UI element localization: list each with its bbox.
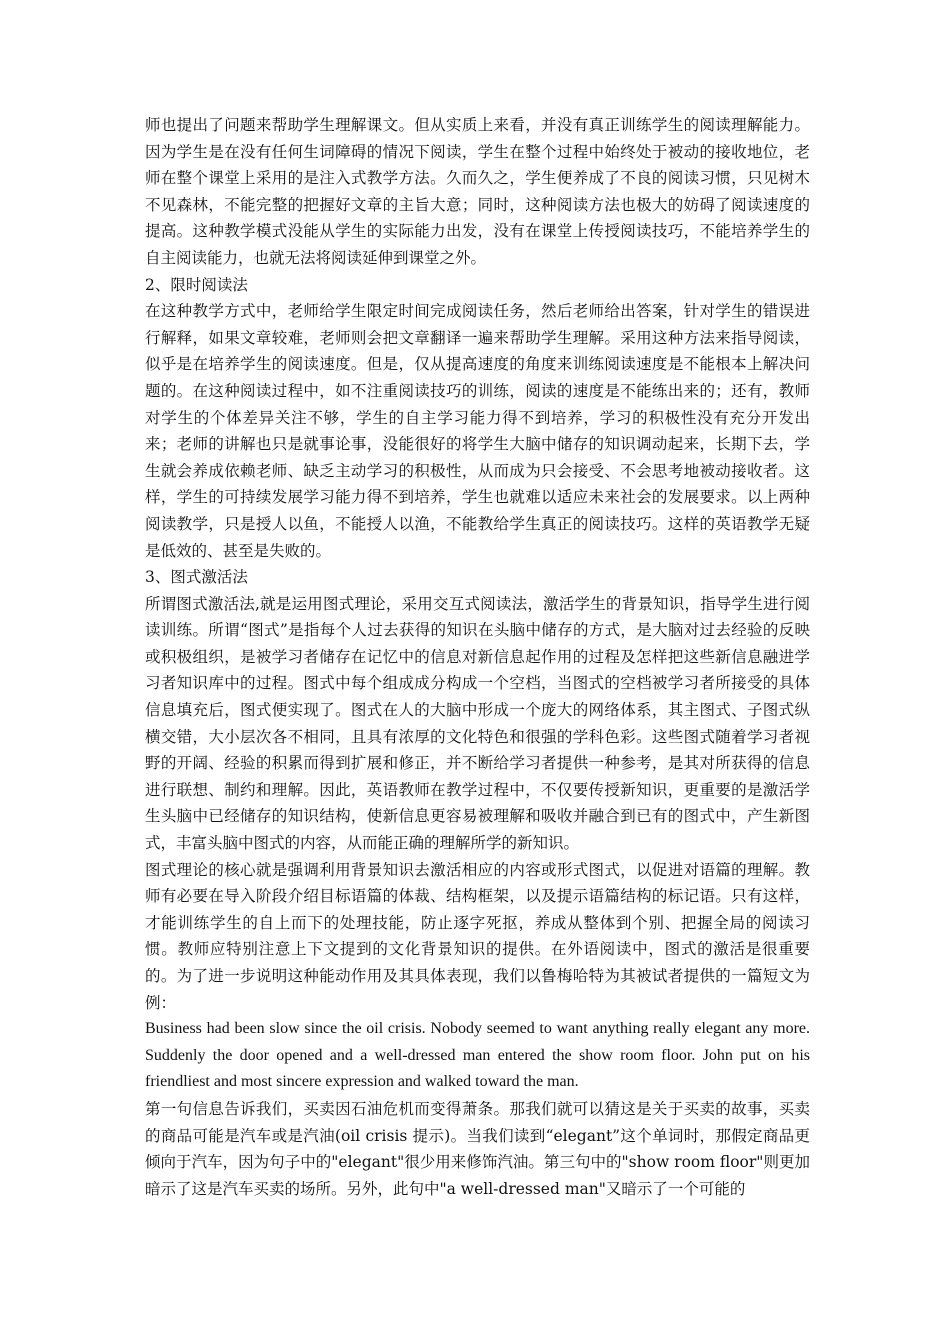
paragraph-intro-continued: 师也提出了问题来帮助学生理解课文。但从实质上来看，并没有真正训练学生的阅读理解能力。因为学生是在没有任何生词障碍的情况下阅读，学生在整个过程中始终处于被动的接收地位，老师在整个课堂上采用的是注入式教学方法。久而久之，学生便养成了不良的阅读习惯，只见树木不见森林，不能完整的把握好文章的主旨大意；同时，这种阅读方法也极大的妨碍了阅读速度的提高。这种教学模式没能从学生的实际能力出发，没有在课堂上传授阅读技巧，不能培养学生的自主阅读能力，也就无法将阅读延伸到课堂之外。	[145, 116, 810, 267]
section-heading-schema-activation: 3、图式激活法	[145, 568, 248, 587]
paragraph-example-analysis: 第一句信息告诉我们，买卖因石油危机而变得萧条。那我们就可以猜这是关于买卖的故事，买卖的商品可能是汽车或是汽油(oil crisis 提示)。当我们读到“elegant”这个单词时，那假定商品更倾向于汽车，因为句子中的"elegant"很少用来修饰汽油。第三句中的"show room floor"则更加暗示了这是汽车买卖的场所。另外，此句中"a well-dressed man"又暗示了一个可能的	[145, 1099, 810, 1198]
paragraph-schema-core: 图式理论的核心就是强调利用背景知识去激活相应的内容或形式图式，以促进对语篇的理解。教师有必要在导入阶段介绍目标语篇的体裁、结构框架，以及提示语篇结构的标记语。只有这样，才能训练学生的自上而下的处理技能，防止逐字死抠，养成从整体到个别、把握全局的阅读习惯。教师应特别注意上下文提到的文化背景知识的提供。在外语阅读中，图式的激活是很重要的。为了进一步说明这种能动作用及其具体表现，我们以鲁梅哈特为其被试者提供的一篇短文为例：	[145, 860, 810, 1012]
english-example-passage: Business had been slow since the oil crisis. Nobody seemed to want anything really elegant any more. Suddenly the door opened and a well-dressed man entered the show room floor. John put on his friendliest and most sincere expression and walked toward the man.	[145, 1020, 810, 1091]
document-body	[145, 112, 810, 1202]
section-heading-timed-reading: 2、限时阅读法	[145, 275, 248, 294]
paragraph-timed-reading: 在这种教学方式中，老师给学生限定时间完成阅读任务，然后老师给出答案，针对学生的错误进行解释，如果文章较难，老师则会把文章翻译一遍来帮助学生理解。采用这种方法来指导阅读，似乎是在培养学生的阅读速度。但是，仅从提高速度的角度来训练阅读速度是不能根本上解决问题的。在这种阅读过程中，如不注重阅读技巧的训练，阅读的速度是不能练出来的；还有，教师对学生的个体差异关注不够，学生的自主学习能力得不到培养，学习的积极性没有充分开发出来；老师的讲解也只是就事论事，没能很好的将学生大脑中储存的知识调动起来，长期下去，学生就会养成依赖老师、缺乏主动学习的积极性，从而成为只会接受、不会思考地被动接收者。这样，学生的可持续发展学习能力得不到培养，学生也就难以适应未来社会的发展要求。以上两种阅读教学，只是授人以鱼，不能授人以渔，不能教给学生真正的阅读技巧。这样的英语教学无疑是低效的、甚至是失败的。	[145, 302, 810, 560]
paragraph-schema-definition: 所谓图式激活法,就是运用图式理论，采用交互式阅读法，激活学生的背景知识，指导学生进行阅读训练。所谓“图式”是指每个人过去获得的知识在头脑中储存的方式，是大脑对过去经验的反映或积极组织，是被学习者储存在记忆中的信息对新信息起作用的过程及怎样把这些新信息融进学习者知识库中的过程。图式中每个组成成分构成一个空档，当图式的空档被学习者所接受的具体信息填充后，图式便实现了。图式在人的大脑中形成一个庞大的网络体系，其主图式、子图式纵横交错，大小层次各不相同，且具有浓厚的文化特色和很强的学科色彩。这些图式随着学习者视野的开阔、经验的积累而得到扩展和修正，并不断给学习者提供一种参考，是其对所获得的信息进行联想、制约和理解。因此，英语教师在教学过程中，不仅要传授新知识，更重要的是激活学生头脑中已经储存的知识结构，使新信息更容易被理解和吸收并融合到已有的图式中，产生新图式，丰富头脑中图式的内容，从而能正确的理解所学的新知识。	[145, 594, 810, 853]
